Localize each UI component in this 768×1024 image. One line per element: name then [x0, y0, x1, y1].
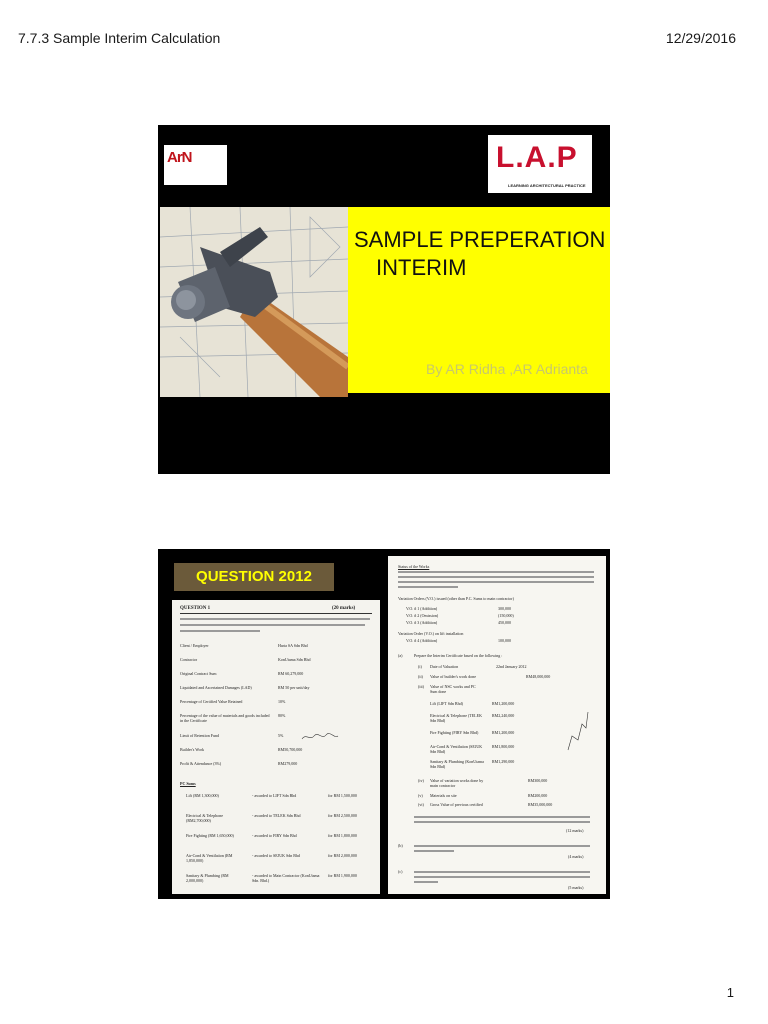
part-a-marks: (12 marks)	[566, 828, 584, 833]
vo-label: V.O. # 3 (Addition)	[406, 620, 438, 625]
field-value: RM50,700,000	[278, 747, 303, 752]
pc-sums-heading: PC Sums	[180, 781, 196, 786]
part-a-text: Prepare the Interim Certificate based on the following :	[414, 653, 503, 658]
vo-value: (150,000)	[498, 613, 514, 618]
slide-question	[158, 549, 610, 899]
variation-heading: Variation Orders (V.O.) issued (other than P.C. Sums to main contractor)	[398, 596, 514, 601]
nsc-label: Lift (LIFT Sdn Bhd)	[430, 701, 463, 706]
vo-value: 450,000	[498, 620, 511, 625]
field-value: RM 60,279,000	[278, 671, 304, 676]
arn-logo-mark: ArN	[167, 149, 192, 166]
field-value: 5%	[278, 733, 284, 738]
pc-amount: for RM 2,500,000	[328, 813, 357, 818]
nsc-value: RM1,200,000	[492, 701, 515, 706]
question-heading: QUESTION 1	[180, 606, 211, 611]
nsc-label: Electrical & Telephone (TELEK Sdn Bhd)	[430, 713, 482, 723]
status-text	[398, 571, 594, 573]
more-no: (vi)	[418, 802, 424, 807]
field-label: Percentage of Certified Value Retained	[180, 699, 243, 704]
valuation-no: (ii)	[418, 674, 423, 679]
part-c-text	[414, 871, 590, 873]
slide-title-line1: SAMPLE PREPERATION	[354, 227, 606, 252]
handwritten-note-mark	[300, 731, 340, 743]
more-no: (v)	[418, 793, 423, 798]
nsc-value: RM1,800,000	[492, 744, 515, 749]
field-value: 10%	[278, 699, 286, 704]
pc-award: - awarded to TELEK Sdn Bhd	[252, 813, 301, 818]
nsc-value: RM1,200,000	[492, 730, 515, 735]
pc-item: Fire Fighting (RM 1,650,000)	[186, 833, 234, 838]
question-badge	[174, 563, 334, 591]
more-label: Value of variation works done by main contractor	[430, 778, 484, 788]
hammer-illustration	[160, 207, 348, 397]
lap-logo-subtext: LEARNING ARCHITECTURAL PRACTICE	[508, 183, 586, 188]
nsc-label: Sanitary & Plumbing (KonUtama Sdn Bhd)	[430, 759, 484, 769]
vo-label: V.O. # 1 (Addition)	[406, 606, 438, 611]
valuation-no: (iii)	[418, 684, 424, 689]
vo-label: V.O. # 2 (Omission)	[406, 613, 439, 618]
part-b-marks: (4 marks)	[568, 854, 584, 859]
status-text	[398, 586, 458, 588]
field-value: RM279,000	[278, 761, 298, 766]
slide-title-line2: INTERIM	[376, 255, 467, 280]
field-label: Profit & Attendance (3%)	[180, 761, 222, 766]
nsc-label: Air-Cond & Ventilation (SEJUK Sdn Bhd)	[430, 744, 483, 754]
pc-amount: for RM 1,500,000	[328, 793, 357, 798]
pc-item: Lift (RM 1,300,000)	[186, 793, 219, 798]
pc-award: - awarded to Main Contractor (KonUtama Sdn. Bhd.)	[252, 873, 320, 883]
field-label: Limit of Retention Fund	[180, 733, 219, 738]
intro-text	[180, 624, 365, 626]
pc-amount: for RM 2,000,000	[328, 853, 357, 858]
certificate-text	[414, 821, 590, 823]
part-b-label: (b)	[398, 843, 403, 848]
pc-item: Electrical & Telephone (RM2,700,000)	[186, 813, 223, 823]
field-value: Harta SA Sdn Bhd	[278, 643, 308, 648]
author-byline: By AR Ridha ,AR Adrianta	[426, 361, 588, 377]
field-value: KonUtama Sdn Bhd	[278, 657, 311, 662]
lap-logo-mark: L.A.P	[496, 141, 578, 174]
field-label: Liquidated and Ascertained Damages (LAD)	[180, 685, 252, 690]
heading-rule	[180, 613, 372, 614]
question-document-right	[388, 556, 606, 894]
valuation-no: (i)	[418, 664, 422, 669]
certificate-text	[414, 816, 590, 818]
intro-text	[180, 630, 260, 632]
handwritten-annotation-mark	[564, 706, 592, 756]
vo-label: V.O. # 4 (Addition)	[406, 638, 438, 643]
document-date: 12/29/2016	[665, 30, 736, 46]
field-value: 80%	[278, 713, 286, 718]
nsc-label: Fire Fighting (FIRY Sdn Bhd)	[430, 730, 479, 735]
more-value: RM200,000	[528, 793, 548, 798]
lap-logo	[488, 135, 592, 193]
part-c-text	[414, 881, 438, 883]
vo-lift-heading: Variation Order (V.O.) on lift installation	[398, 631, 464, 636]
question-label: QUESTION 2012	[196, 568, 312, 585]
vo-value: 100,000	[498, 638, 511, 643]
intro-text	[180, 618, 370, 620]
part-b-text	[414, 845, 590, 847]
page-number: 1	[726, 985, 734, 1000]
status-text	[398, 581, 594, 583]
more-value: RM300,000	[528, 778, 548, 783]
pc-award: - awarded to LIFT Sdn Bhd	[252, 793, 297, 798]
more-value: RM35,000,000	[528, 802, 553, 807]
field-label: Builder's Work	[180, 747, 204, 752]
vo-value: 300,000	[498, 606, 511, 611]
valuation-value: RM48,000,000	[526, 674, 551, 679]
field-label: Original Contract Sum	[180, 671, 217, 676]
field-value: RM 50 per unit/day	[278, 685, 310, 690]
field-label: Contractor	[180, 657, 198, 662]
more-no: (iv)	[418, 778, 424, 783]
part-c-text	[414, 876, 590, 878]
question-document-left	[172, 600, 380, 894]
valuation-label: Value of NSC works and PC Sum done	[430, 684, 476, 694]
part-c-label: (c)	[398, 869, 403, 874]
slide-title	[158, 125, 610, 474]
pc-item: Sanitary & Plumbing (RM 2,000,000)	[186, 873, 229, 883]
part-c-marks: (5 marks)	[568, 885, 584, 890]
pc-amount: for RM 1,900,000	[328, 873, 357, 878]
pc-item: Air-Cond & Ventilation (RM 1,850,000)	[186, 853, 233, 863]
status-heading: Status of the Works	[398, 564, 430, 569]
status-text	[398, 576, 594, 578]
nsc-value: RM2,240,000	[492, 713, 515, 718]
valuation-label: Value of builder's work done	[430, 674, 477, 679]
part-b-text	[414, 850, 454, 852]
field-label: Client / Employer	[180, 643, 209, 648]
part-a-label: (a)	[398, 653, 403, 658]
document-title: 7.7.3 Sample Interim Calculation	[18, 30, 221, 46]
pc-amount: for RM 1,800,000	[328, 833, 357, 838]
field-label: Percentage of the value of materials and goods included in the Certificate	[180, 713, 270, 723]
pc-award: - awarded to SEJUK Sdn Bhd	[252, 853, 300, 858]
question-marks: (20 marks)	[332, 606, 356, 611]
arn-logo	[164, 145, 227, 185]
nsc-value: RM1,290,000	[492, 759, 515, 764]
hammer-photo	[160, 207, 348, 397]
valuation-value: 22nd January 2012	[496, 664, 527, 669]
pc-award: - awarded to FIRY Sdn Bhd	[252, 833, 297, 838]
valuation-label: Date of Valuation	[430, 664, 459, 669]
more-label: Materials on site	[430, 793, 457, 798]
more-label: Gross Value of previous certified	[430, 802, 483, 807]
